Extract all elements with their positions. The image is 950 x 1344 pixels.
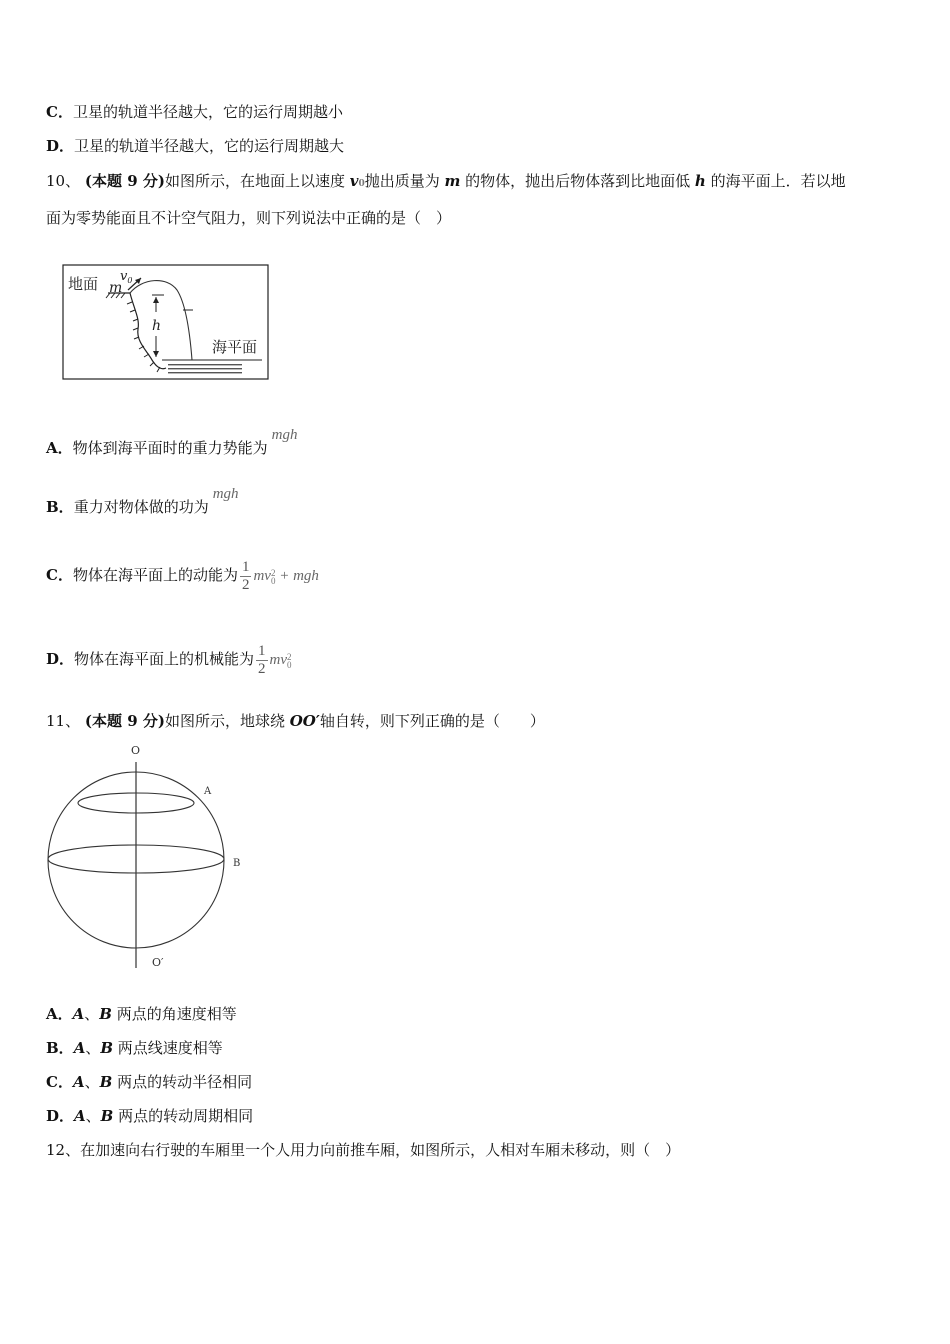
q10-cliff-figure xyxy=(62,264,270,382)
stem-text: 的物体，抛出后物体落到比地面低 xyxy=(460,172,695,190)
point-a: A xyxy=(72,1005,85,1023)
question-number: 10、 xyxy=(46,172,81,190)
v0-label: $v_0$ xyxy=(120,269,133,285)
separator: 、 xyxy=(84,1005,100,1023)
option-text: 两点的转动周期相同 xyxy=(113,1107,254,1125)
m-symbol: m xyxy=(444,172,461,190)
point-a: A xyxy=(73,1039,86,1057)
option-letter: A． xyxy=(46,439,73,457)
label-a: A xyxy=(204,786,212,797)
option-text: 物体在海平面上的动能为 xyxy=(72,566,238,584)
cliff-hatch xyxy=(127,302,160,372)
q10-option-b xyxy=(46,486,239,518)
stem-text: 如图所示，地球绕 xyxy=(164,712,290,730)
q9-option-c xyxy=(46,102,343,122)
q10-option-a xyxy=(46,427,298,459)
question-score: (本题 9 分) xyxy=(84,712,165,730)
q10-option-d xyxy=(46,639,292,680)
option-text: 物体在海平面上的机械能为 xyxy=(74,650,255,668)
option-letter: B． xyxy=(46,498,74,516)
fraction-one-half: $\frac{1}{2}$ xyxy=(258,642,266,677)
q10-option-c xyxy=(46,555,319,596)
separator: 、 xyxy=(85,1039,101,1057)
formula-mgh: mgh xyxy=(212,486,239,502)
point-b: B xyxy=(99,1005,112,1023)
stem-text: 如图所示，在地面上以速度 xyxy=(164,172,350,190)
separator: 、 xyxy=(84,1073,100,1091)
separator: 、 xyxy=(85,1107,101,1125)
h-symbol: h xyxy=(694,172,706,190)
q11-option-d xyxy=(46,1106,253,1126)
stem-text: 在加速向右行驶的车厢里一个人用力向前推车厢，如图所示，人相对车厢未移动，则（ ） xyxy=(80,1141,681,1159)
q12-stem xyxy=(46,1140,680,1160)
q11-stem xyxy=(46,711,545,731)
option-letter: C． xyxy=(46,1073,73,1091)
point-b: B xyxy=(100,1039,114,1057)
stem-text: 的海平面上．若以地 xyxy=(705,172,846,190)
point-a: A xyxy=(72,1073,85,1091)
formula-mgh: mgh xyxy=(271,427,298,443)
point-b: B xyxy=(100,1107,114,1125)
option-letter: D． xyxy=(46,1107,75,1125)
option-letter: C． xyxy=(46,103,73,121)
q11-option-b xyxy=(46,1038,223,1058)
option-text: 两点的角速度相等 xyxy=(111,1005,237,1023)
option-letter: D． xyxy=(46,137,75,155)
question-score: (本题 9 分) xyxy=(84,172,165,190)
m-label: m xyxy=(109,280,123,296)
label-b: B xyxy=(233,858,241,869)
fraction-one-half: $\frac{1}{2}$ xyxy=(241,558,250,593)
formula-kinetic: mv 2 0 + mgh xyxy=(253,567,319,586)
option-text: 两点的转动半径相同 xyxy=(112,1073,253,1091)
o-top-label: O xyxy=(131,744,141,757)
formula-mechanical: mv 2 0 xyxy=(269,651,292,670)
option-letter: C． xyxy=(46,566,73,584)
option-letter: D． xyxy=(46,650,75,668)
option-letter: B． xyxy=(46,1039,74,1057)
sea-label: 海平面 xyxy=(212,338,258,356)
stem-text: 抛出质量为 xyxy=(364,172,445,190)
v0-symbol: v0 xyxy=(349,172,365,190)
option-text: 物体到海平面时的重力势能为 xyxy=(72,439,268,457)
option-letter: A． xyxy=(46,1005,73,1023)
option-text: 卫星的轨道半径越大，它的运行周期越大 xyxy=(74,137,345,155)
q11-option-a xyxy=(46,1004,237,1024)
q11-option-c xyxy=(46,1072,252,1092)
option-text: 卫星的轨道半径越大，它的运行周期越小 xyxy=(72,103,343,121)
stem-text: 轴自转，则下列正确的是（ ） xyxy=(319,712,545,730)
sea-dots xyxy=(168,364,242,373)
q10-stem-line1 xyxy=(46,171,846,194)
question-number: 12、 xyxy=(46,1141,81,1159)
point-a: A xyxy=(74,1107,86,1125)
h-label: h xyxy=(152,318,162,334)
ground-label: 地面 xyxy=(68,275,99,293)
option-text: 两点线速度相等 xyxy=(113,1039,223,1057)
question-number: 11、 xyxy=(46,712,81,730)
q9-option-d xyxy=(46,136,344,156)
o-bottom-label: O′ xyxy=(152,956,164,969)
q11-earth-figure xyxy=(44,740,254,972)
point-b: B xyxy=(99,1073,113,1091)
stem-text: 面为零势能面且不计空气阻力，则下列说法中正确的是（ ） xyxy=(46,209,452,227)
option-text: 重力对物体做的功为 xyxy=(73,498,209,516)
q10-stem-line2 xyxy=(46,208,451,228)
axis-symbol: OO′ xyxy=(289,712,320,730)
